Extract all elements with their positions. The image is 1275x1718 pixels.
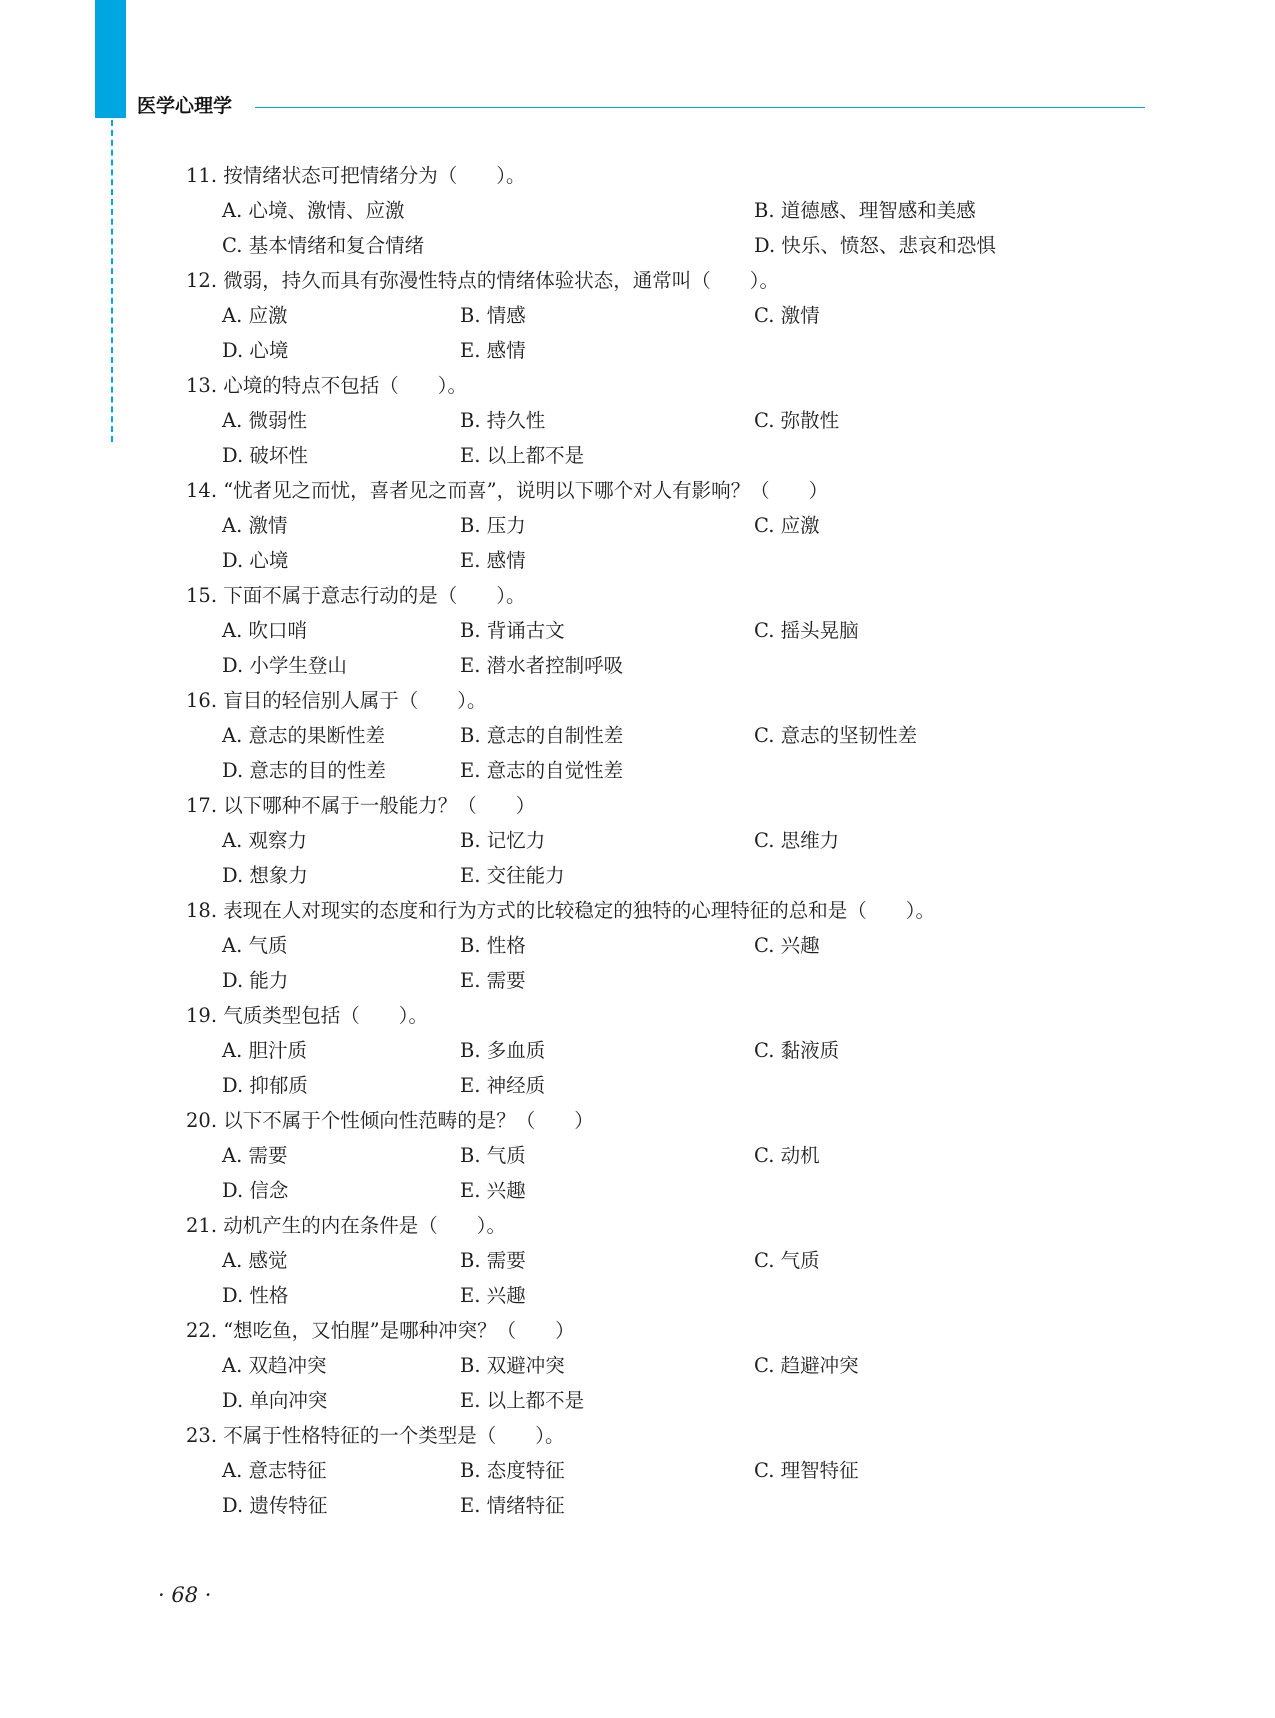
option-choice[interactable]: C. 理智特征 <box>754 1459 859 1482</box>
option-choice[interactable]: E. 意志的自觉性差 <box>460 759 624 782</box>
option-row <box>186 228 1106 263</box>
option-choice[interactable]: B. 双避冲突 <box>460 1354 565 1377</box>
option-choice[interactable]: E. 以上都不是 <box>460 1389 585 1412</box>
question-stem: 23. 不属于性格特征的一个类型是（ ）。 <box>186 1424 565 1447</box>
option-row <box>186 1383 1106 1418</box>
question-stem: 22. “想吃鱼，又怕腥”是哪种冲突？（ ） <box>186 1319 575 1342</box>
option-choice[interactable]: E. 需要 <box>460 969 526 992</box>
question-stem: 19. 气质类型包括（ ）。 <box>186 1004 428 1027</box>
option-choice[interactable]: E. 兴趣 <box>460 1284 526 1307</box>
option-choice[interactable]: B. 情感 <box>460 304 526 327</box>
question-item <box>186 158 1106 263</box>
option-choice[interactable]: D. 心境 <box>222 339 289 362</box>
option-choice[interactable]: B. 记忆力 <box>460 829 546 852</box>
option-choice[interactable]: B. 多血质 <box>460 1039 546 1062</box>
option-choice[interactable]: D. 性格 <box>222 1284 289 1307</box>
option-row <box>186 508 1106 543</box>
question-item <box>186 1313 1106 1418</box>
running-header-title: 医学心理学 <box>137 95 233 117</box>
option-choice[interactable]: C. 激情 <box>754 304 820 327</box>
option-row <box>186 1488 1106 1523</box>
option-choice[interactable]: B. 需要 <box>460 1249 526 1272</box>
option-row <box>186 823 1106 858</box>
option-choice[interactable]: B. 意志的自制性差 <box>460 724 624 747</box>
question-stem: 14. “忧者见之而忧，喜者见之而喜”，说明以下哪个对人有影响？（ ） <box>186 479 829 502</box>
option-row <box>186 1278 1106 1313</box>
question-stem: 13. 心境的特点不包括（ ）。 <box>186 374 467 397</box>
option-row <box>186 1243 1106 1278</box>
option-choice[interactable]: E. 交往能力 <box>460 864 565 887</box>
option-row <box>186 963 1106 998</box>
header-accent-bar <box>95 0 126 118</box>
option-choice[interactable]: A. 需要 <box>222 1144 288 1167</box>
option-choice[interactable]: C. 摇头晃脑 <box>754 619 859 642</box>
option-row <box>186 1348 1106 1383</box>
option-choice[interactable]: C. 应激 <box>754 514 820 537</box>
page-number: · 68 · <box>158 1583 212 1607</box>
option-choice[interactable]: C. 意志的坚韧性差 <box>754 724 918 747</box>
option-choice[interactable]: B. 性格 <box>460 934 526 957</box>
question-stem: 12. 微弱，持久而具有弥漫性特点的情绪体验状态，通常叫（ ）。 <box>186 269 779 292</box>
option-choice[interactable]: D. 单向冲突 <box>222 1389 328 1412</box>
option-choice[interactable]: E. 兴趣 <box>460 1179 526 1202</box>
option-choice[interactable]: D. 遗传特征 <box>222 1494 328 1517</box>
option-choice[interactable]: D. 意志的目的性差 <box>222 759 386 782</box>
option-choice[interactable]: A. 感觉 <box>222 1249 288 1272</box>
option-choice[interactable]: D. 信念 <box>222 1179 289 1202</box>
question-item <box>186 368 1106 473</box>
option-row <box>186 333 1106 368</box>
question-item <box>186 263 1106 368</box>
question-stem: 16. 盲目的轻信别人属于（ ）。 <box>186 689 487 712</box>
option-row <box>186 718 1106 753</box>
question-item <box>186 473 1106 578</box>
option-row <box>186 753 1106 788</box>
option-choice[interactable]: A. 微弱性 <box>222 409 307 432</box>
option-choice[interactable]: B. 态度特征 <box>460 1459 565 1482</box>
question-item <box>186 578 1106 683</box>
option-row <box>186 858 1106 893</box>
option-row <box>186 543 1106 578</box>
option-choice[interactable]: D. 抑郁质 <box>222 1074 308 1097</box>
option-choice[interactable]: C. 弥散性 <box>754 409 840 432</box>
question-stem: 17. 以下哪种不属于一般能力？（ ） <box>186 794 536 817</box>
option-choice[interactable]: D. 快乐、愤怒、悲哀和恐惧 <box>754 234 996 257</box>
option-row <box>186 1453 1106 1488</box>
question-item <box>186 1418 1106 1523</box>
option-choice[interactable]: D. 心境 <box>222 549 289 572</box>
question-stem: 20. 以下不属于个性倾向性范畴的是？（ ） <box>186 1109 594 1132</box>
option-choice[interactable]: E. 以上都不是 <box>460 444 585 467</box>
question-item <box>186 788 1106 893</box>
option-row <box>186 1033 1106 1068</box>
option-row <box>186 438 1106 473</box>
option-choice[interactable]: C. 基本情绪和复合情绪 <box>222 234 425 257</box>
question-item <box>186 998 1106 1103</box>
option-choice[interactable]: A. 双趋冲突 <box>222 1354 327 1377</box>
option-choice[interactable]: D. 破坏性 <box>222 444 308 467</box>
option-choice[interactable]: B. 背诵古文 <box>460 619 565 642</box>
question-item <box>186 893 1106 998</box>
question-item <box>186 1208 1106 1313</box>
option-choice[interactable]: A. 意志的果断性差 <box>222 724 385 747</box>
option-row <box>186 613 1106 648</box>
question-stem: 18. 表现在人对现实的态度和行为方式的比较稳定的独特的心理特征的总和是（ ）。 <box>186 899 935 922</box>
option-row <box>186 403 1106 438</box>
option-choice[interactable]: C. 趋避冲突 <box>754 1354 859 1377</box>
option-row <box>186 648 1106 683</box>
option-choice[interactable]: B. 持久性 <box>460 409 546 432</box>
option-choice[interactable]: C. 兴趣 <box>754 934 820 957</box>
option-row <box>186 1173 1106 1208</box>
option-choice[interactable]: A. 观察力 <box>222 829 307 852</box>
option-row <box>186 1068 1106 1103</box>
option-choice[interactable]: E. 情绪特征 <box>460 1494 565 1517</box>
option-choice[interactable]: A. 激情 <box>222 514 288 537</box>
option-choice[interactable]: A. 气质 <box>222 934 288 957</box>
question-list <box>186 158 1106 1523</box>
question-item <box>186 1103 1106 1208</box>
option-choice[interactable]: E. 潜水者控制呼吸 <box>460 654 624 677</box>
option-choice[interactable]: B. 道德感、理智感和美感 <box>754 199 976 222</box>
header-rule <box>255 107 1145 108</box>
option-choice[interactable]: C. 思维力 <box>754 829 840 852</box>
question-item <box>186 683 1106 788</box>
option-choice[interactable]: A. 应激 <box>222 304 288 327</box>
option-choice[interactable]: E. 感情 <box>460 339 526 362</box>
margin-dashed-line <box>111 120 113 442</box>
option-choice[interactable]: C. 气质 <box>754 1249 820 1272</box>
option-choice[interactable]: A. 意志特征 <box>222 1459 327 1482</box>
option-choice[interactable]: A. 胆汁质 <box>222 1039 307 1062</box>
question-stem: 21. 动机产生的内在条件是（ ）。 <box>186 1214 506 1237</box>
option-choice[interactable]: A. 吹口哨 <box>222 619 307 642</box>
option-choice[interactable]: D. 想象力 <box>222 864 308 887</box>
question-stem: 15. 下面不属于意志行动的是（ ）。 <box>186 584 526 607</box>
question-stem: 11. 按情绪状态可把情绪分为（ ）。 <box>186 164 526 187</box>
option-row <box>186 1138 1106 1173</box>
option-row <box>186 298 1106 333</box>
option-row <box>186 193 1106 228</box>
option-choice[interactable]: D. 小学生登山 <box>222 654 347 677</box>
option-row <box>186 928 1106 963</box>
option-choice[interactable]: B. 压力 <box>460 514 526 537</box>
option-choice[interactable]: D. 能力 <box>222 969 289 992</box>
option-choice[interactable]: A. 心境、激情、应激 <box>222 199 405 222</box>
option-choice[interactable]: E. 感情 <box>460 549 526 572</box>
option-choice[interactable]: E. 神经质 <box>460 1074 546 1097</box>
option-choice[interactable]: C. 动机 <box>754 1144 820 1167</box>
option-choice[interactable]: B. 气质 <box>460 1144 526 1167</box>
option-choice[interactable]: C. 黏液质 <box>754 1039 840 1062</box>
